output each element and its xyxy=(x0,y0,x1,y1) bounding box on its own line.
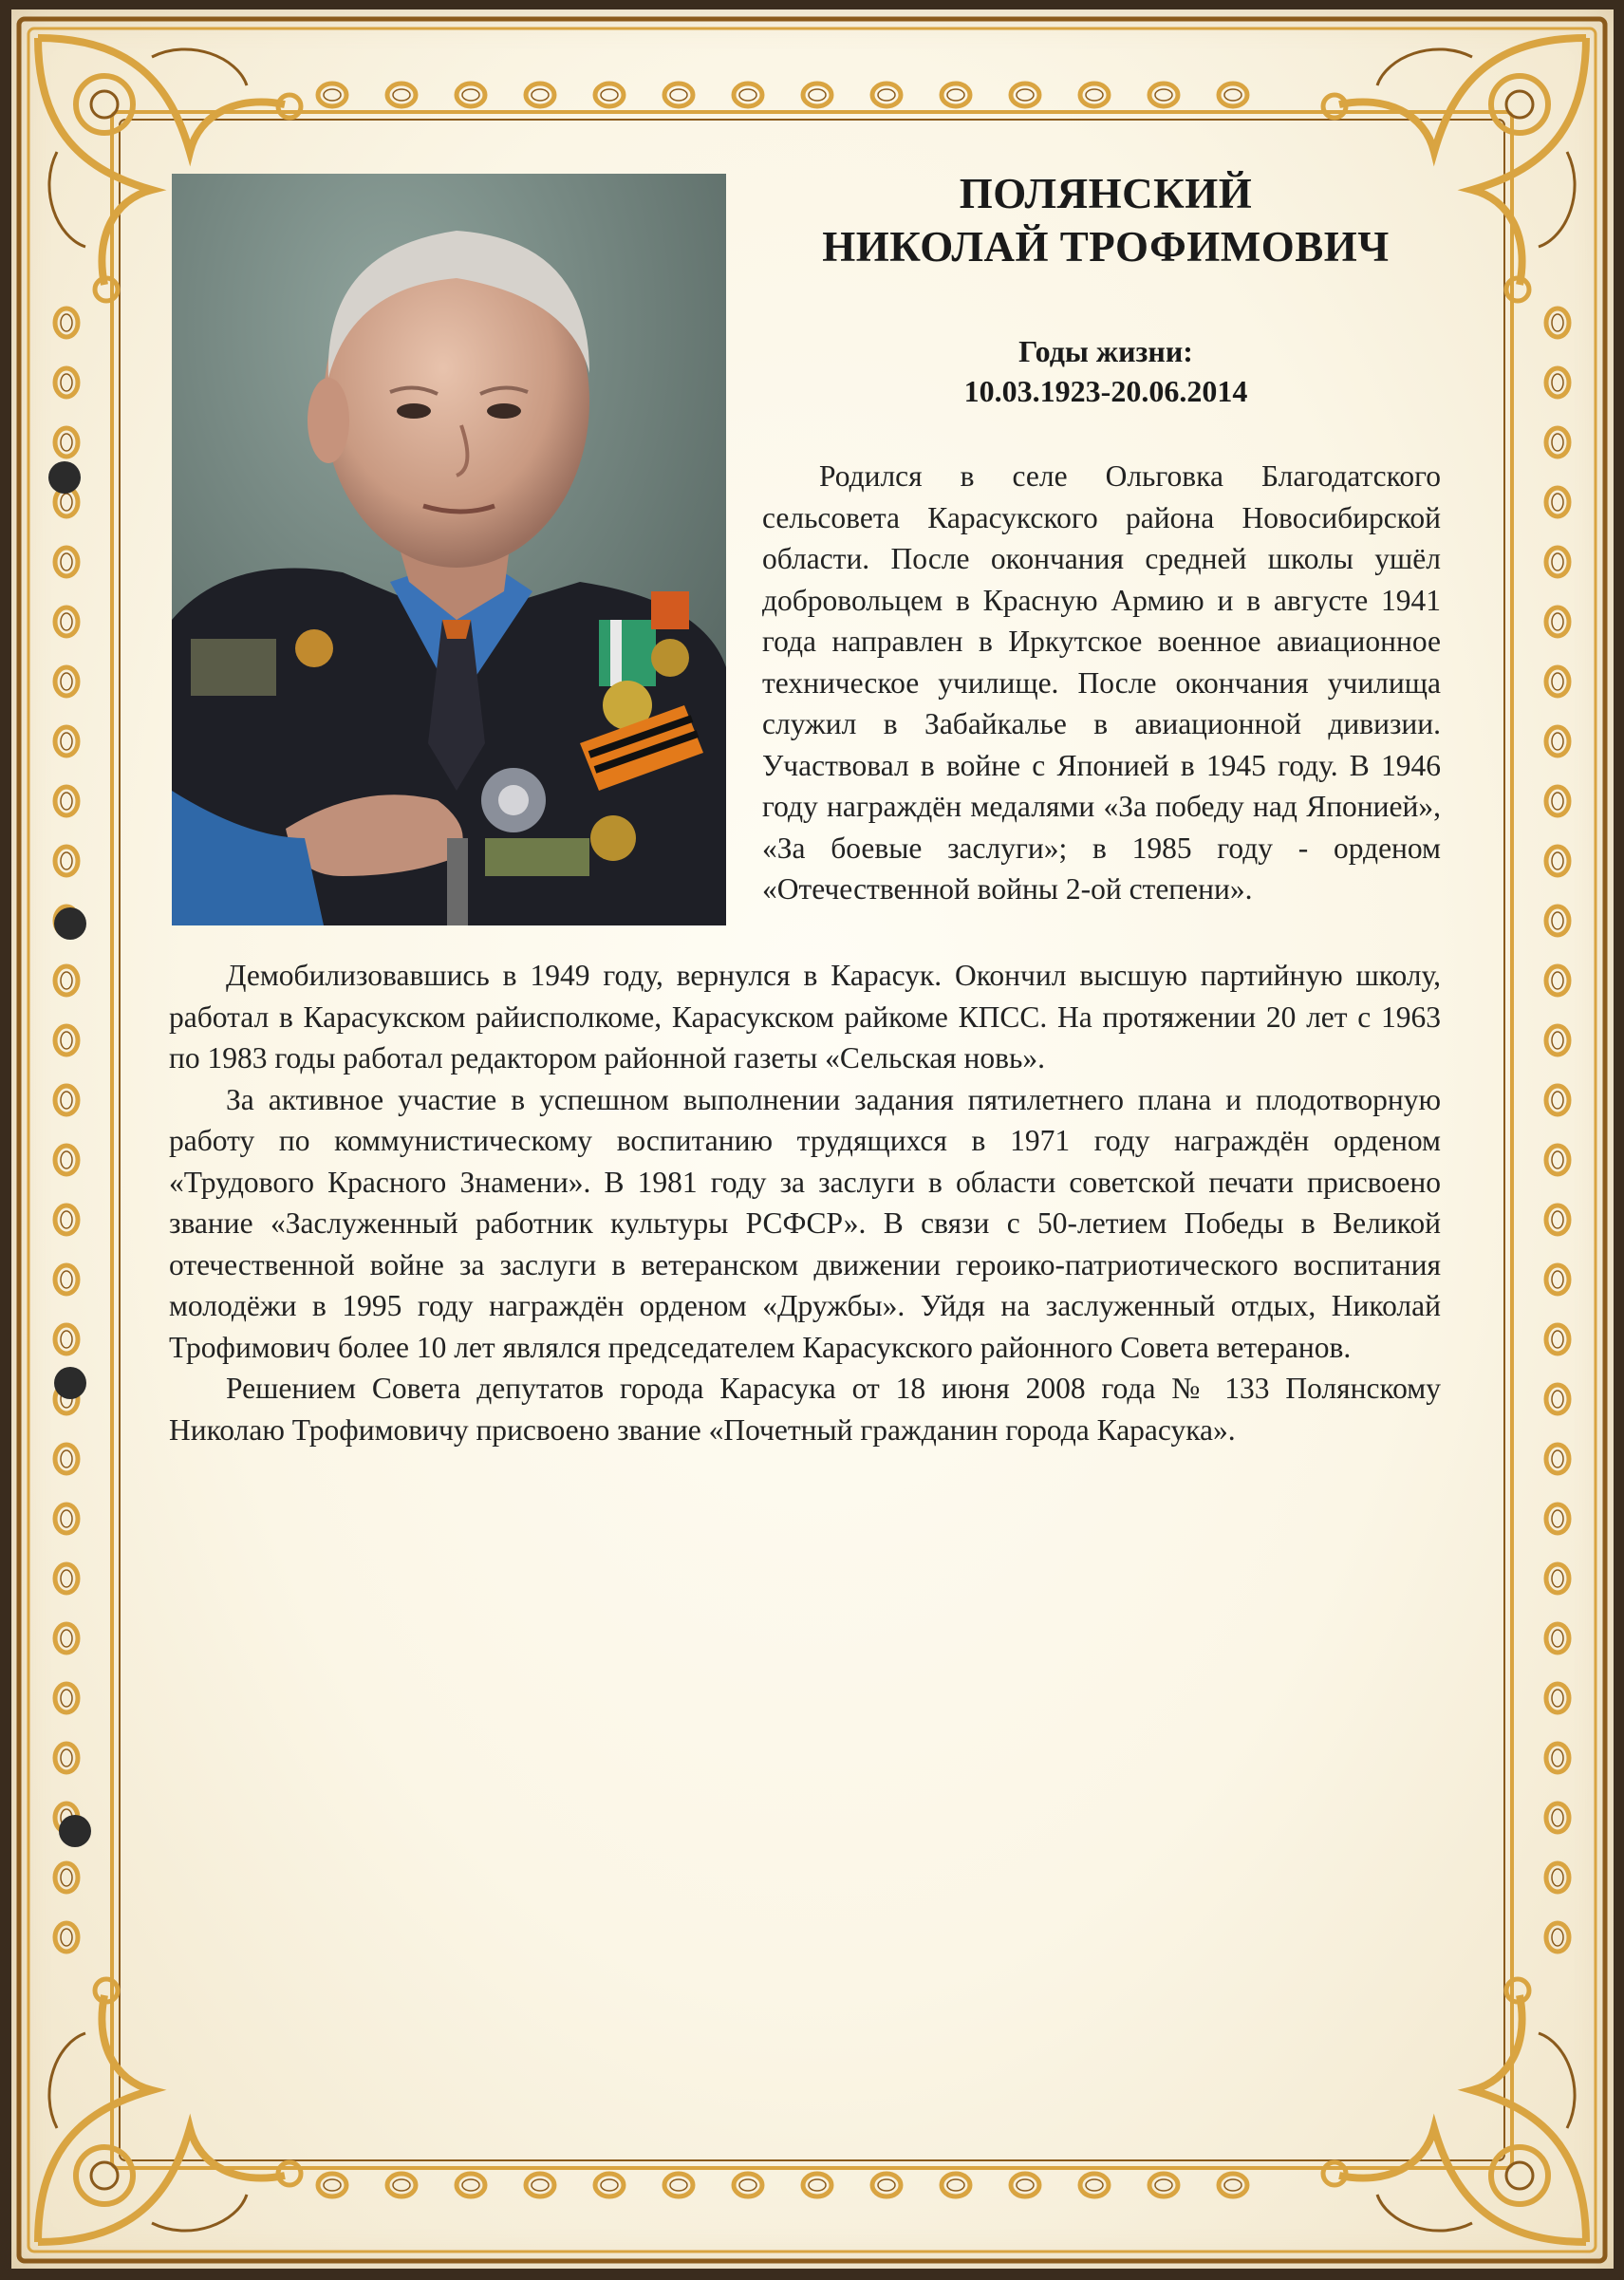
given-names: НИКОЛАЙ ТРОФИМОВИЧ xyxy=(822,223,1390,271)
paragraph: За активное участие в успешном выполнении задания пятилетнего плана и плодотворную работу по коммунистическому воспитанию трудящихся в 1971 году награждён орденом «Трудового Красного Знамени». В 1981 году за заслуги в области советской печати присвоено звание «Заслуженный работник культуры РСФСР». В связи с 50-летием Победы в Великой отечественной войне за заслуги в ветеранском движении героико-патриотического воспитания молодёжи в 1995 году награждён орденом «Дружбы». Уйдя на заслуженный отдых, Николай Трофимович более 10 лет являлся председателем Карасукского районного Совета ветеранов. xyxy=(169,1082,1441,1364)
punch-hole xyxy=(48,461,81,494)
person-name-heading xyxy=(750,167,1462,273)
life-years-label: Годы жизни: xyxy=(1018,334,1193,368)
paragraph: Демобилизовавшись в 1949 году, вернулся в Карасук. Окончил высшую партийную школу, работал в Карасукском райисполкоме, Карасукском райкоме КПСС. На протяжении 20 лет с 1963 по 1983 годы работал редактором районной газеты «Сельская новь». xyxy=(169,959,1441,1075)
paragraph: Решением Совета депутатов города Карасука от 18 июня 2008 года № 133 Полянскому Николаю Трофимовичу присвоено звание «Почетный гражданин города Карасука». xyxy=(169,1372,1441,1447)
punch-hole xyxy=(54,1367,86,1399)
paragraph: Родился в селе Ольговка Благодатского сельсовета Карасукского района Новосибирской области. После окончания средней школы ушёл добровольцем в Красную Армию и в августе 1941 года направлен в Иркутское военное авиационное техническое училище. После окончания училища служил в Забайкалье в авиационной дивизии. Участвовал в войне с Японией в 1945 году. В 1946 году награждён медалями «За победу над Японией», «За боевые заслуги»; в 1985 году - орденом «Отечественной войны 2-ой степени». xyxy=(762,459,1441,906)
punch-hole xyxy=(59,1815,91,1847)
surname: ПОЛЯНСКИЙ xyxy=(959,170,1253,217)
portrait-photo xyxy=(172,174,726,925)
punch-hole xyxy=(54,907,86,940)
life-years-dates: 10.03.1923-20.06.2014 xyxy=(963,374,1248,408)
biography-intro xyxy=(762,456,1441,910)
biography-continuation xyxy=(169,955,1441,1450)
